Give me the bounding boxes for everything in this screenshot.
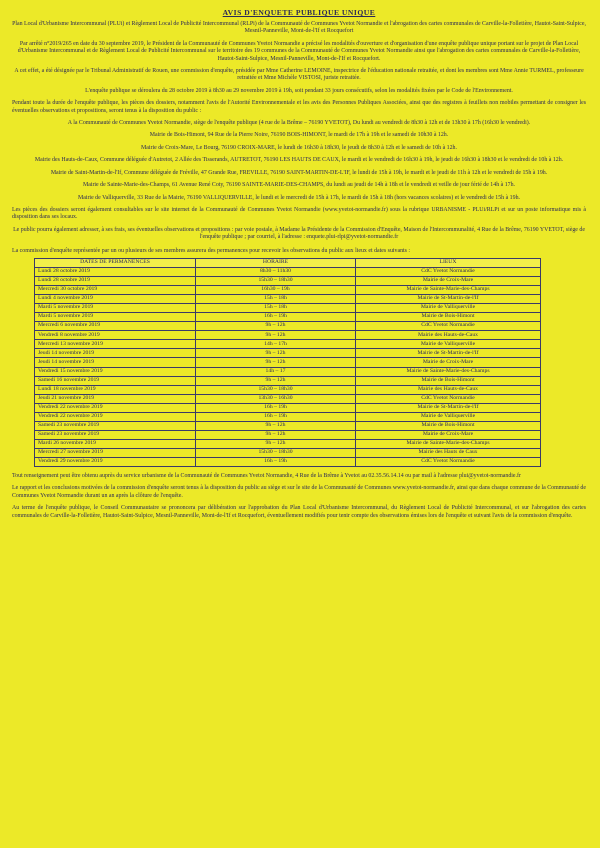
table-row	[35, 367, 541, 376]
cell-lieu: Mairie de Croix-Mare	[356, 430, 541, 439]
table-row	[35, 430, 541, 439]
cell-horaire: 16h – 19h	[196, 403, 356, 412]
table-row	[35, 439, 541, 448]
cell-horaire: 16h30 – 19h	[196, 286, 356, 295]
location-cdc: A la Communauté de Communes Yvetot Normandie, siège de l'enquête publique (4 rue de la Brême – 76190 YVETOT), Du lundi au vendredi de 8h30 à 12h et de 13h30 à 17h (16h30 le vendredi).	[67, 120, 531, 127]
internet-paragraph: Les pièces des dossiers seront également consultables sur le site internet de la Communauté de Communes Yvetot Normandie (www.yvetot-normandie.fr) sous la rubrique URBANISME - PLUi/RLPi et sur un poste informatique mis à disposition dans ses locaux.	[12, 206, 586, 221]
table-row	[35, 457, 541, 466]
cell-lieu: Mairie des Hauts-de-Caux	[356, 385, 541, 394]
cell-lieu: CdC Yvetot Normandie	[356, 457, 541, 466]
table-row	[35, 394, 541, 403]
cell-horaire: 9h – 12h	[196, 430, 356, 439]
renseignement-paragraph: Tout renseignement peut être obtenu auprès du service urbanisme de la Communauté de Communes Yvetot Normandie, 4 Rue de la Brême à Yvetot au 02.35.56.14.14 ou par mail à l'adresse plui@yvetot-normandie.fr	[12, 473, 521, 480]
cell-date: Mercredi 30 octobre 2019	[35, 286, 196, 295]
table-row	[35, 412, 541, 421]
cell-horaire: 9h – 12h	[196, 322, 356, 331]
cell-date: Samedi 23 novembre 2019	[35, 421, 196, 430]
table-row	[35, 349, 541, 358]
cell-horaire: 8h30 – 11h30	[196, 267, 356, 276]
arrete-paragraph: Par arrêté n°2019/265 en date du 30 septembre 2019, le Président de la Communauté de Communes Yvetot Normandie a précisé les modalités d'ouverture et d'organisation d'une enquête publique unique portant sur le projet de Plan Local d'Urbanisme Intercommunal et de Règlement Local de Publicité Intercommunal sur le territoire des 19 communes de la Communauté de Communes Yvetot Normandie ainsi que l'abrogation des cartes communales de Carville-la-Folletière, Hautot-Saint-Sulpice, Mesnil-Panneville, Mont-de-l'If et Rocquefort.	[17, 40, 581, 62]
cell-date: Jeudi 14 novembre 2019	[35, 349, 196, 358]
cell-lieu: Mairie de Valliquerville	[356, 304, 541, 313]
column-header-lieux: LIEUX	[356, 258, 541, 267]
cell-horaire: 9h – 12h	[196, 421, 356, 430]
commission-paragraph: A cet effet, a été désignée par le Tribunal Administratif de Rouen, une commission d'enquête, présidée par Mme Catherine LEMOINE, inspectrice de l'éducation nationale retraitée, et dont les membres sont Mme Annie TURMEL, professeure retraitée et Mme Michèle VISTOSI, juriste retraitée.	[14, 68, 584, 82]
cell-lieu: CdC Yvetot Normandie	[356, 322, 541, 331]
cell-lieu: Mairie de Valliquerville	[356, 412, 541, 421]
cell-date: Samedi 23 novembre 2019	[35, 430, 196, 439]
cell-horaire: 15h30 – 18h30	[196, 277, 356, 286]
cell-date: Mardi 5 novembre 2019	[35, 304, 196, 313]
cell-lieu: Mairie de Bois-Himont	[356, 313, 541, 322]
cell-date: Vendredi 15 novembre 2019	[35, 367, 196, 376]
public-paragraph: Le public pourra également adresser, à ses frais, ses éventuelles observations et propositions : par voie postale, à Madame la Présidente de la Commission d'Enquête, Maison de l'Intercommunalité, 4 Rue de la Brême, 76190 YVETOT, siège de l'enquête publique ; par courriel, à l'adresse : enquete.plui-rlpi@yvetot-normandie.fr	[13, 226, 585, 241]
cell-date: Samedi 16 novembre 2019	[35, 376, 196, 385]
location-sainte-marie-des-champs: Mairie de Sainte-Marie-des-Champs, 61 Avenue René Coty, 76190 SAINTE-MARIE-DES-CHAMPS, du lundi au jeudi de 14h à 18h et le vendredi et veille de jour férié de 14h à 17h.	[82, 182, 516, 189]
cell-lieu: Mairie de Bois-Himont	[356, 421, 541, 430]
permanences-intro: La commission d'enquête représentée par un ou plusieurs de ses membres assurera des permanences pour recevoir les observations du public aux lieux et dates suivants :	[12, 247, 411, 254]
cell-horaire: 14h – 17	[196, 367, 356, 376]
cell-horaire: 16h – 19h	[196, 313, 356, 322]
table-row	[35, 313, 541, 322]
cell-horaire: 14h – 17h	[196, 340, 356, 349]
location-saint-martin-de-lif: Mairie de Saint-Martin-de-l'If, Commune déléguée de Fréville, 47 Grande Rue, FREVILLE, 76190 SAINT-MARTIN-DE-L'IF, le lundi de 15h à 19h, le mardi et le jeudi de 11h à 12h et le vendredi de 15h à 19h.	[50, 169, 548, 176]
cell-horaire: 13h30 – 16h30	[196, 394, 356, 403]
cell-date: Mercredi 27 novembre 2019	[35, 448, 196, 457]
cell-date: Vendredi 22 novembre 2019	[35, 403, 196, 412]
table-row	[35, 421, 541, 430]
cell-horaire: 9h – 12h	[196, 331, 356, 340]
cell-lieu: Mairie de Sainte-Marie-des-Champs	[356, 367, 541, 376]
cell-horaire: 15h – 18h	[196, 304, 356, 313]
table-row	[35, 304, 541, 313]
cell-lieu: Mairie de Croix-Mare	[356, 358, 541, 367]
table-row	[35, 322, 541, 331]
cell-horaire: 15h – 18h	[196, 295, 356, 304]
cell-lieu: Mairie de Croix-Mare	[356, 277, 541, 286]
cell-lieu: Mairie de St-Martin-de-l'If	[356, 349, 541, 358]
cell-date: Mardi 26 novembre 2019	[35, 439, 196, 448]
table-row	[35, 340, 541, 349]
table-row	[35, 403, 541, 412]
cell-horaire: 9h – 12h	[196, 349, 356, 358]
table-row	[35, 286, 541, 295]
table-row	[35, 448, 541, 457]
cell-lieu: Mairie de St-Martin-de-l'If	[356, 295, 541, 304]
cell-date: Mercredi 13 novembre 2019	[35, 340, 196, 349]
table-header-row	[35, 258, 541, 267]
cell-date: Lundi 28 octobre 2019	[35, 267, 196, 276]
cell-horaire: 15h30 – 18h30	[196, 448, 356, 457]
cell-date: Vendredi 29 novembre 2019	[35, 457, 196, 466]
rapport-paragraph: Le rapport et les conclusions motivées de la commission d'enquête seront tenus à la disposition du public au siège et sur le site de la Communauté de Communes www.yvetot-normandie.fr, ainsi que dans chaque commune de la Communauté de Communes Yvetot Normandie durant un an après la clôture de l'enquête.	[12, 485, 586, 499]
notice-title: AVIS D'ENQUETE PUBLIQUE UNIQUE	[222, 8, 376, 17]
cell-lieu: Mairie de St-Martin-de-l'If	[356, 403, 541, 412]
cell-lieu: Mairie des Hauts-de-Caux	[356, 331, 541, 340]
table-row	[35, 267, 541, 276]
table-row	[35, 385, 541, 394]
cell-horaire: 9h – 12h	[196, 439, 356, 448]
location-hauts-de-caux: Mairie des Hauts-de-Caux, Commune déléguée d'Autretot, 2 Allée des Tisserands, AUTRETOT, 76190 LES HAUTS DE CAUX, le mardi et le vendredi de 16h30 à 19h, le jeudi de 16h30 à 18h30 et le vendredi de 10h à 12h.	[34, 157, 564, 164]
table-row	[35, 295, 541, 304]
cell-horaire: 9h – 12h	[196, 358, 356, 367]
cell-lieu: Mairie de Bois-Himont	[356, 376, 541, 385]
pendant-paragraph: Pendant toute la durée de l'enquête publique, les pièces des dossiers, notamment l'avis de l'Autorité Environnementale et les avis des Personnes Publiques Associées, ainsi que des registres à feuillets non mobiles permettant de consigner les éventuelles observations et propositions, seront tenus à la disposition du public :	[12, 100, 586, 114]
column-header-dates: DATES DE PERMANENCES	[35, 258, 196, 267]
permanences-table	[34, 258, 541, 467]
cell-lieu: CdC Yvetot Normandie	[356, 267, 541, 276]
column-header-horaire: HORAIRE	[196, 258, 356, 267]
cell-horaire: 15h30 – 18h30	[196, 385, 356, 394]
table-row	[35, 376, 541, 385]
cell-date: Jeudi 21 novembre 2019	[35, 394, 196, 403]
intro-paragraph: Plan Local d'Urbanisme Intercommunal (PLUi) et Règlement Local de Publicité Intercommunal (RLPi) de la Communauté de Communes Yvetot Normandie et l'abrogation des cartes communales de Carville-la-Folletière, Hautot-Saint-Sulpice, Mesnil-Panneville, Mont-de-l'If et Rocquefort	[12, 21, 586, 35]
dates-paragraph: L'enquête publique se déroulera du 28 octobre 2019 à 8h30 au 29 novembre 2019 à 19h, soit pendant 33 jours consécutifs, selon les modalités fixées par le Code de l'Environnement.	[85, 87, 513, 94]
cell-date: Vendredi 22 novembre 2019	[35, 412, 196, 421]
location-croix-mare: Mairie de Croix-Mare, Le Bourg, 76190 CROIX-MARE, le lundi de 16h30 à 18h30, le jeudi de 8h30 à 12h et le samedi de 10h à 12h.	[141, 144, 457, 151]
table-row	[35, 358, 541, 367]
cell-date: Lundi 18 novembre 2019	[35, 385, 196, 394]
cell-date: Vendredi 8 novembre 2019	[35, 331, 196, 340]
cell-horaire: 9h – 12h	[196, 376, 356, 385]
location-valliquerville: Mairie de Valliquerville, 33 Rue de la Mairie, 76190 VALLIQUERVILLE, le lundi et le mercredi de 15h à 17h, le mardi de 15h à 18h (hors vacances scolaires) et le vendredi de 15h à 19h.	[77, 194, 520, 201]
table-row	[35, 331, 541, 340]
cell-date: Lundi 28 octobre 2019	[35, 277, 196, 286]
cell-lieu: Mairie de Sainte-Marie-des-Champs	[356, 439, 541, 448]
cell-lieu: Mairie de Sainte-Marie-des-Champs	[356, 286, 541, 295]
cell-horaire: 16h – 19h	[196, 412, 356, 421]
terme-paragraph: Au terme de l'enquête publique, le Conseil Communautaire se prononcera par délibération sur l'approbation du Plan Local d'Urbanisme Intercommunal, du Règlement Local de Publicité Intercommunal, et sur l'abrogation des cartes communales de Carville-la-Folletière, Hautot-Saint-Sulpice, Mesnil-Panneville, Mont-de-l'If et Rocquefort, éventuellement modifiés pour tenir compte des observations émises lors de l'enquête et suivant l'avis de la commission d'enquête.	[12, 505, 586, 519]
cell-date: Jeudi 14 novembre 2019	[35, 358, 196, 367]
cell-date: Mardi 5 novembre 2019	[35, 313, 196, 322]
location-bois-himont: Mairie de Bois-Himont, 94 Rue de la Pierre Noire, 76190 BOIS-HIMONT, le mardi de 17h à 19h et le samedi de 10h30 à 12h.	[149, 132, 449, 139]
cell-lieu: Mairie de Valliquerville	[356, 340, 541, 349]
cell-lieu: CdC Yvetot Normandie	[356, 394, 541, 403]
table-row	[35, 277, 541, 286]
cell-lieu: Mairie des Hauts de Caux	[356, 448, 541, 457]
cell-date: Mercredi 6 novembre 2019	[35, 322, 196, 331]
cell-date: Lundi 4 novembre 2019	[35, 295, 196, 304]
cell-horaire: 16h – 19h	[196, 457, 356, 466]
